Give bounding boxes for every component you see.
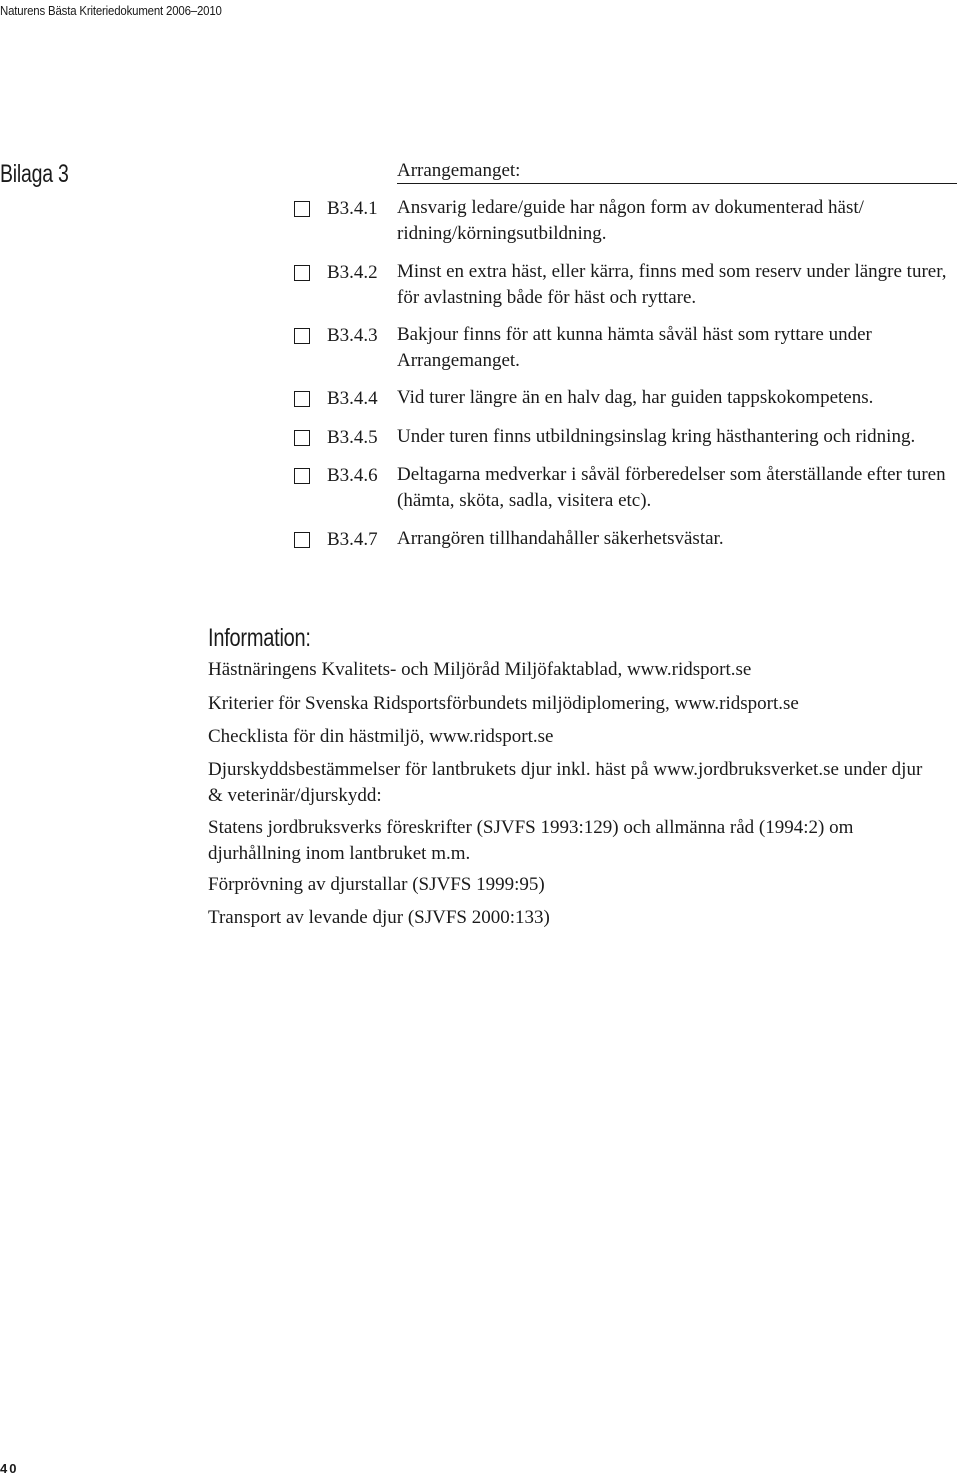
reference-item: Hästnäringens Kvalitets- och Miljöråd Miljöfaktablad, www.ridsport.se [208,659,752,680]
criterion-text: Bakjour finns för att kunna hämta såväl häst som ryttare under Arrangemanget. [397,324,872,371]
checkbox[interactable] [294,532,310,548]
criterion-text: Minst en extra häst, eller kärra, finns med som reserv under längre turer, för avlastning både för häst och ryttare. [397,261,947,308]
criterion-code: B3.4.2 [327,262,378,283]
section-title: Arrangemanget: [397,160,521,181]
criterion-code: B3.4.7 [327,529,378,550]
criterion-text: Vid turer längre än en halv dag, har guiden tappskokompetens. [397,387,874,408]
running-header: Naturens Bästa Kriteriedokument 2006–2010 [0,3,222,18]
criterion-text: Deltagarna medverkar i såväl förberedelser som återställande efter turen (hämta, sköta, sadla, visitera etc). [397,464,946,511]
checkbox[interactable] [294,430,310,446]
reference-item: Djurskyddsbestämmelser för lantbrukets djur inkl. häst på www.jordbruksverket.se under djur & veterinär/djurskydd: [208,759,923,806]
checkbox[interactable] [294,328,310,344]
appendix-label: Bilaga 3 [0,160,69,188]
criterion-code: B3.4.1 [327,198,378,219]
checkbox[interactable] [294,468,310,484]
criterion-text: Ansvarig ledare/guide har någon form av dokumenterad häst/ ridning/körningsutbildning. [397,197,864,244]
reference-item: Statens jordbruksverks föreskrifter (SJVFS 1993:129) och allmänna råd (1994:2) om djurhållning inom lantbruket m.m. [208,817,854,864]
criterion-code: B3.4.3 [327,325,378,346]
criterion-text: Under turen finns utbildningsinslag kring hästhantering och ridning. [397,426,916,447]
checkbox[interactable] [294,201,310,217]
criterion-code: B3.4.6 [327,465,378,486]
criterion-code: B3.4.4 [327,388,378,409]
reference-item: Förprövning av djurstallar (SJVFS 1999:95) [208,874,545,895]
reference-item: Kriterier för Svenska Ridsportsförbundets miljödiplomering, www.ridsport.se [208,693,799,714]
checkbox[interactable] [294,265,310,281]
reference-item: Checklista för din hästmiljö, www.ridsport.se [208,726,554,747]
page-number: 40 [0,1461,19,1476]
criterion-text: Arrangören tillhandahåller säkerhetsvästar. [397,528,724,549]
section-divider [397,183,957,184]
criterion-code: B3.4.5 [327,427,378,448]
reference-item: Transport av levande djur (SJVFS 2000:133) [208,907,550,928]
checkbox[interactable] [294,391,310,407]
information-heading: Information: [208,624,311,652]
